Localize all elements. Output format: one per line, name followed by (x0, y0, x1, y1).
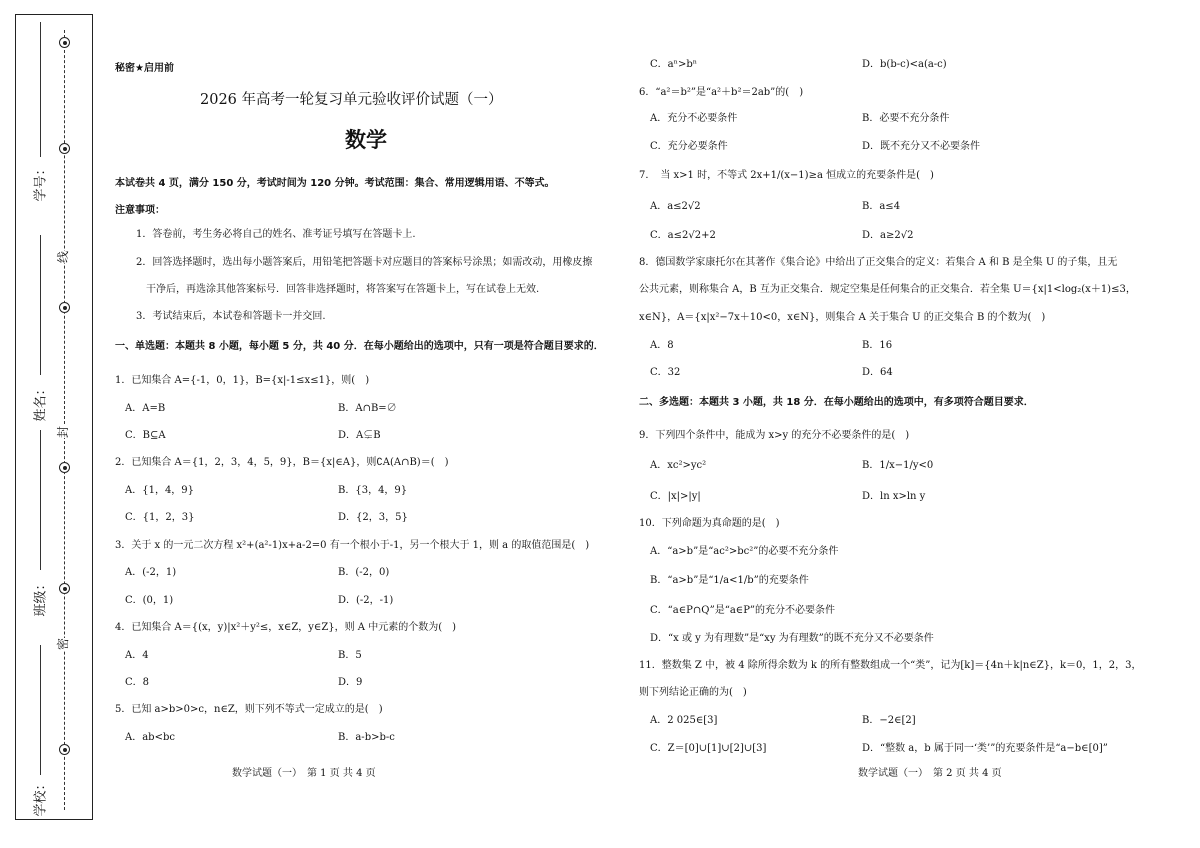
school-label: 学校： (33, 777, 49, 817)
option: A．“a>b”是“ac²>bc²”的必要不充分条件 (650, 546, 839, 557)
notice-item: 1．答卷前，考生务必将自己的姓名、准考证号填写在答题卡上. (136, 229, 416, 240)
option: C．a≤2√2+2 (650, 230, 716, 241)
option: B．(-2，0) (338, 567, 390, 578)
name-field[interactable] (40, 235, 41, 375)
option: B．必要不充分条件 (862, 113, 950, 124)
question-stem: 5．已知 a>b>0>c，n∈Z，则下列不等式一定成立的是( ) (115, 704, 383, 715)
question-stem: 11．整数集 Z 中，被 4 除所得余数为 k 的所有整数组成一个“类”，记为[k]＝{4n＋k|n∈Z}，k＝0，1，2，3， (639, 660, 1142, 671)
seal-char-secret: 密 (56, 637, 71, 651)
question-stem: 9．下列四个条件中，能成为 x>y 的充分不必要条件的是( ) (639, 430, 910, 441)
question-stem: 8．德国数学家康托尔在其著作《集合论》中给出了正交集合的定义：若集合 A 和 B 是全集 U 的子集，且无 (639, 257, 1118, 268)
question-stem: 公共元素，则称集合 A，B 互为正交集合．规定空集是任何集合的正交集合．若全集 U＝{x|1<log₂(x＋1)≤3， (639, 284, 1136, 295)
option: C．32 (650, 367, 681, 378)
class-field[interactable] (40, 430, 41, 570)
option: D．b(b-c)<a(a-c) (862, 59, 947, 70)
option: C．{1，2，3} (125, 512, 195, 523)
notice-title: 注意事项： (115, 205, 165, 216)
binding-hole (59, 462, 70, 473)
option: A．ab<bc (125, 732, 175, 743)
option: B．“a>b”是“1/a<1/b”的充要条件 (650, 575, 809, 586)
page-footer: 数学试题（一） 第 1 页 共 4 页 (232, 768, 376, 779)
option: C．8 (125, 677, 150, 688)
exam-intro: 本试卷共 4 页，满分 150 分，考试时间为 120 分钟。考试范围：集合、常用逻辑用语、不等式。 (115, 178, 555, 189)
option: A．A=B (125, 403, 166, 414)
option: D．{2，3，5} (338, 512, 408, 523)
question-stem: 7． 当 x>1 时，不等式 2x+1/(x−1)≥a 恒成立的充要条件是( ) (639, 170, 934, 181)
question-stem: 3．关于 x 的一元二次方程 x²+(a²-1)x+a-2=0 有一个根小于-1，另一个根大于 1，则 a 的取值范围是( ) (115, 540, 590, 551)
option: A．4 (125, 650, 149, 661)
binding-hole (59, 143, 70, 154)
option: C．(0，1) (125, 595, 174, 606)
section-heading: 一、单选题：本题共 8 小题，每小题 5 分，共 40 分．在每小题给出的选项中，只有一项是符合题目要求的． (115, 341, 604, 352)
binding-margin (15, 14, 93, 820)
binding-hole (59, 583, 70, 594)
option: D．A⊊B (338, 430, 381, 441)
option: C．B⊆A (125, 430, 166, 441)
question-stem: 4．已知集合 A＝{(x，y)|x²＋y²≤，x∈Z，y∈Z}，则 A 中元素的个数为( ) (115, 622, 457, 633)
option: A．{1，4，9} (125, 485, 195, 496)
question-stem: 6．“a²＝b²”是“a²＋b²＝2ab”的( ) (639, 87, 804, 98)
option: A．2 025∈[3] (650, 715, 718, 726)
class-label: 班级： (33, 577, 49, 617)
option: D．9 (338, 677, 363, 688)
student-id-field[interactable] (40, 22, 41, 157)
section-heading: 二、多选题：本题共 3 小题，共 18 分．在每小题给出的选项中，有多项符合题目要求． (639, 397, 1034, 408)
option: D．“整数 a，b 属于同一‘类’”的充要条件是“a−b∈[0]” (862, 743, 1108, 754)
binding-hole (59, 744, 70, 755)
name-label: 姓名： (33, 382, 49, 422)
subject-title: 数学 (345, 128, 387, 152)
option: B．−2∈[2] (862, 715, 916, 726)
question-stem: 则下列结论正确的为( ) (639, 687, 747, 698)
page-footer: 数学试题（一） 第 2 页 共 4 页 (858, 768, 1002, 779)
option: B．5 (338, 650, 362, 661)
student-id-label: 学号： (33, 162, 49, 202)
option: B．1/x−1/y<0 (862, 460, 934, 471)
secret-label: 秘密★启用前 (115, 63, 174, 74)
option: B．A∩B=∅ (338, 403, 397, 414)
question-stem: 2．已知集合 A＝{1，2，3，4，5，9}，B＝{x|∈A}，则∁A(A∩B)＝( ) (115, 457, 449, 468)
option: A．xc²>yc² (650, 460, 707, 471)
option: A．(-2，1) (125, 567, 177, 578)
option: B．16 (862, 340, 893, 351)
school-field[interactable] (40, 645, 41, 775)
notice-item: 3．考试结束后，本试卷和答题卡一并交回. (136, 311, 326, 322)
option: C．充分必要条件 (650, 141, 728, 152)
notice-item: 2．回答选择题时，选出每小题答案后，用铅笔把答题卡对应题目的答案标号涂黑；如需改动，用橡皮擦 (136, 257, 593, 268)
option: C．|x|>|y| (650, 491, 701, 502)
option: D．既不充分又不必要条件 (862, 141, 981, 152)
notice-item: 干净后，再选涂其他答案标号．回答非选择题时，将答案写在答题卡上，写在试卷上无效. (146, 284, 540, 295)
seal-char-seal: 封 (56, 425, 71, 439)
binding-hole (59, 37, 70, 48)
option: C．aⁿ>bⁿ (650, 59, 698, 70)
option: A．8 (650, 340, 674, 351)
option: B．a-b>b-c (338, 732, 395, 743)
binding-hole (59, 302, 70, 313)
option: C．“a∈P∩Q”是“a∈P”的充分不必要条件 (650, 605, 836, 616)
option: C．Z＝[0]∪[1]∪[2]∪[3] (650, 743, 767, 754)
option: D．ln x>ln y (862, 491, 926, 502)
option: D．(-2，-1) (338, 595, 394, 606)
option: D．“x 或 y 为有理数”是“xy 为有理数”的既不充分又不必要条件 (650, 633, 934, 644)
question-stem: 10．下列命题为真命题的是( ) (639, 518, 780, 529)
exam-title: 2026 年高考一轮复习单元验收评价试题（一） (200, 92, 503, 108)
option: A．充分不必要条件 (650, 113, 738, 124)
option: D．64 (862, 367, 893, 378)
question-stem: x∈N}，A＝{x|x²−7x＋10<0，x∈N}，则集合 A 关于集合 U 的正交集合 B 的个数为( ) (639, 312, 1046, 323)
seal-char-line: 线 (56, 250, 71, 264)
question-stem: 1．已知集合 A={-1，0，1}，B={x|-1≤x≤1}，则( ) (115, 375, 370, 386)
option: A．a≤2√2 (650, 201, 701, 212)
option: B．{3，4，9} (338, 485, 408, 496)
option: B．a≤4 (862, 201, 901, 212)
option: D．a≥2√2 (862, 230, 914, 241)
